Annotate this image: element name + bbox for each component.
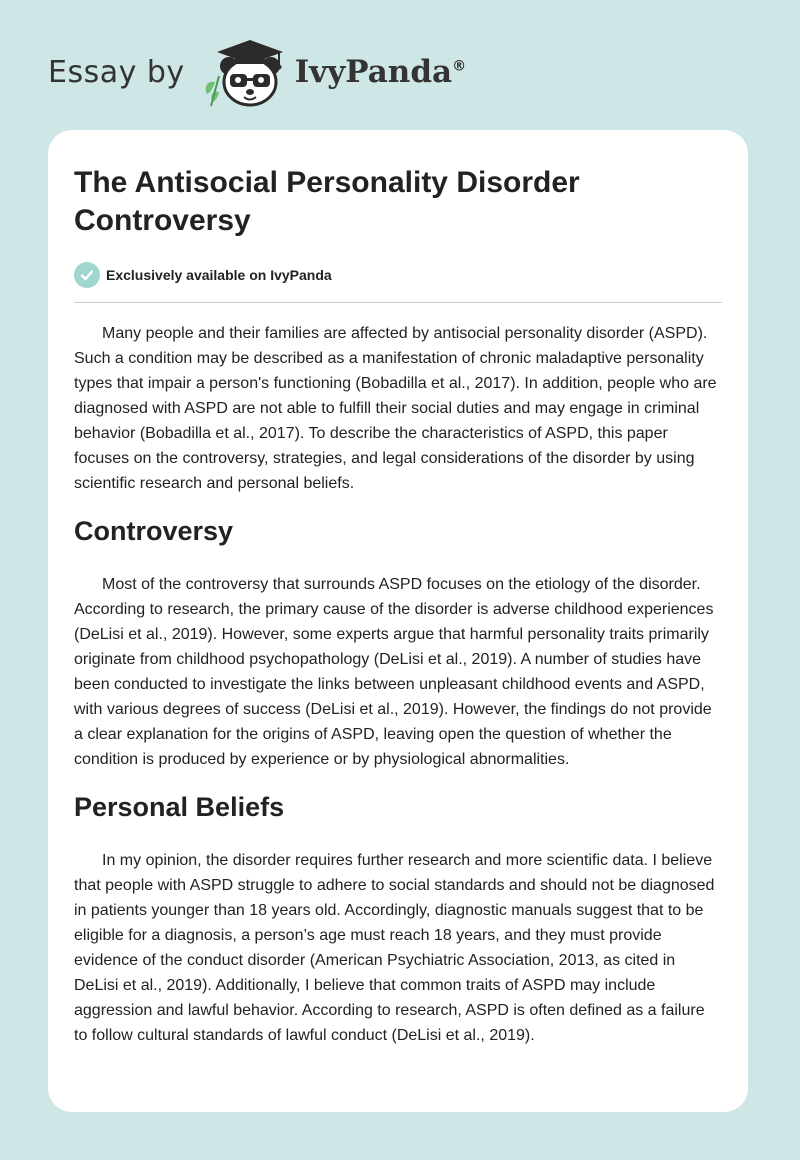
exclusive-badge [74,260,722,290]
brand-name [295,54,466,90]
divider [74,302,722,303]
exclusive-badge-text: Exclusively available on IvyPanda [106,267,332,283]
page-title: The Antisocial Personality Disorder Controversy [74,166,580,237]
article-card [48,130,748,1112]
section-heading-personal-beliefs: Personal Beliefs [74,792,285,822]
section-body-controversy: Most of the controversy that surrounds ASPD focuses on the etiology of the disorder. According to research, the primary cause of the disorder is adverse childhood experiences (DeLisi et al., 2019). However, some experts argue that harmful personality traits primarily originate from childhood psychopathology (DeLisi et al., 2019). A number of studies have been conducted to investigate the links between unpleasant childhood events and ASPD, with various degrees of success (DeLisi et al., 2019). However, the findings do not provide a clear explanation for the origins of ASPD, leaving open the question of whether the condition is produced by experience or by physiological abnormalities. [74,576,714,768]
registered-mark: ® [452,58,467,75]
check-icon [74,262,100,288]
section-heading-controversy: Controversy [74,516,234,546]
section-body-personal-beliefs: In my opinion, the disorder requires further research and more scientific data. I believe that people with ASPD struggle to adhere to social standards and should not be diagnosed in patients younger than 18 years old. Accordingly, diagnostic manuals suggest that to be eligible for a diagnosis, a person’s age must reach 18 years, and they must provide evidence of the conduct disorder (American Psychiatric Association, 2013, as cited in DeLisi et al., 2019). Additionally, I believe that common traits of ASPD may include aggression and lawful behavior. According to research, ASPD is often defined as a failure to follow cultural standards of lawful conduct (DeLisi et al., 2019). [74,852,715,1044]
site-header [48,36,466,108]
intro-paragraph: Many people and their families are affected by antisocial personality disorder (ASPD). Such a condition may be described as a manifestation of chronic maladaptive personality types that impair a person's functioning (Bobadilla et al., 2017). In addition, people who are diagnosed with ASPD are not able to fulfill their social duties and may engage in criminal behavior (Bobadilla et al., 2017). To describe the characteristics of ASPD, this paper focuses on the controversy, strategies, and legal considerations of the disorder by using scientific research and personal beliefs. [74,325,717,492]
brand-text: IvyPanda [294,54,453,90]
essay-by-label: Essay by [48,54,185,90]
panda-logo-icon [199,36,291,108]
